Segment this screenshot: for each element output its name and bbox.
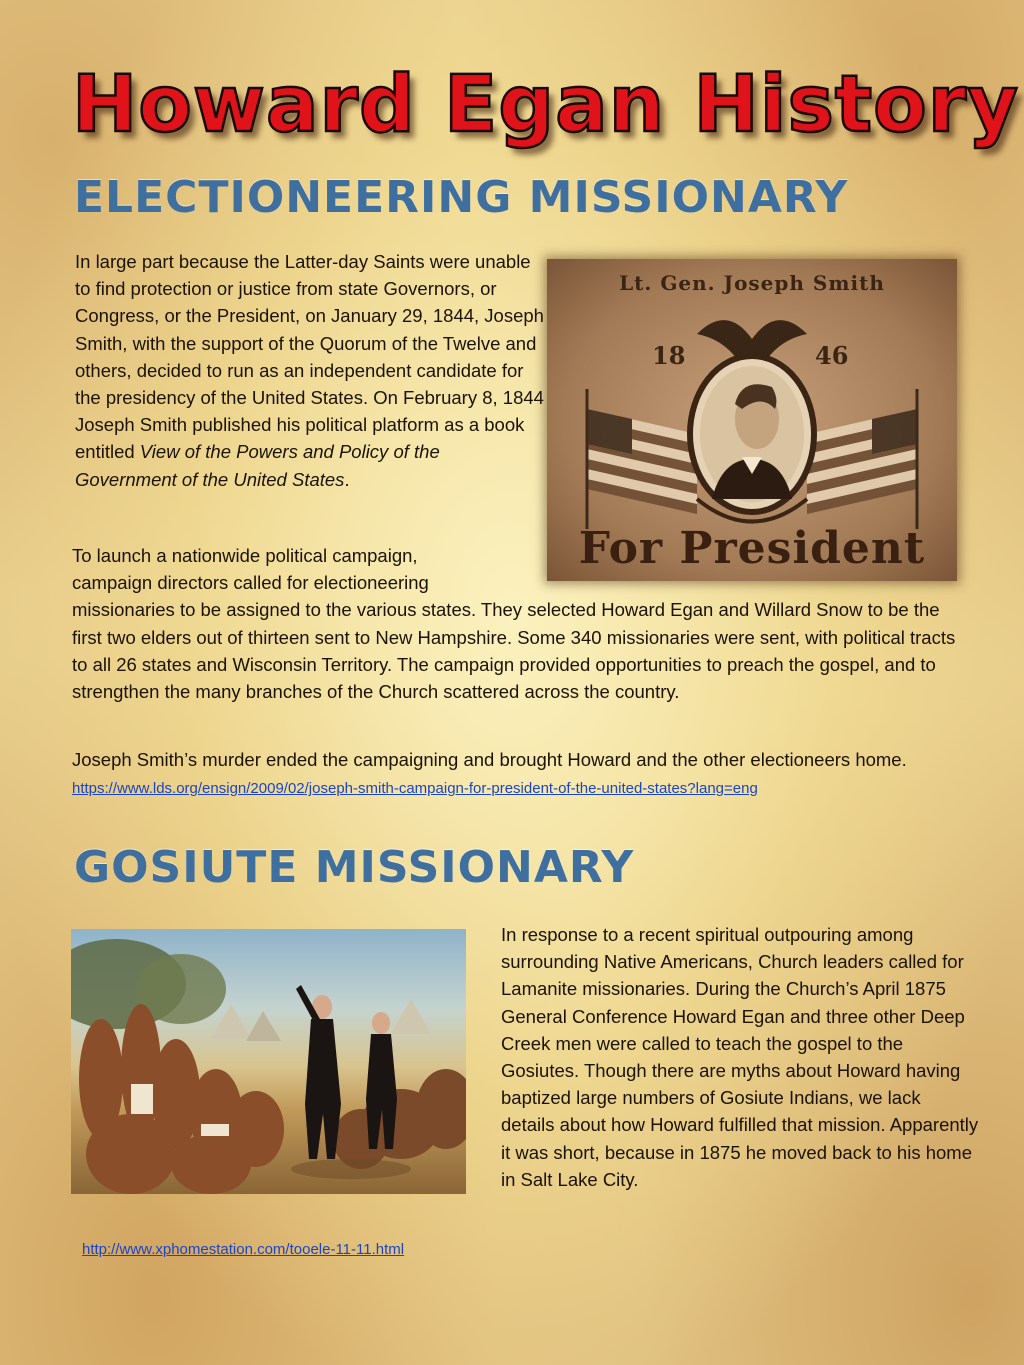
lds-ensign-link[interactable]: https://www.lds.org/ensign/2009/02/joseph-smith-campaign-for-president-of-the-united-states?lang=eng <box>72 780 758 798</box>
p1-end: . <box>344 468 350 490</box>
xphomestation-link[interactable]: http://www.xphomestation.com/tooele-11-11.html <box>82 1241 405 1258</box>
campaign-poster-image <box>547 259 957 581</box>
poster-year-left: 18 <box>652 341 686 370</box>
electioneering-paragraph-1 <box>75 248 545 493</box>
poster-year-right: 46 <box>815 341 849 370</box>
heading-gosiute-missionary: GOSIUTE MISSIONARY <box>74 842 635 893</box>
gosiute-paragraph: In response to a recent spiritual outpouring among surrounding Native Americans, Church leaders called for Lamanite missionaries. During the Church’s April 1875 General Conference Howard Egan and three other Deep Creek men were called to teach the gospel to the Gosiutes. Though there are myths about Howard having baptized large numbers of Gosiute Indians, we lack details about how Howard fulfilled that mission. Apparently it was short, because in 1875 he moved back to his home in Salt Lake City. <box>501 924 979 1190</box>
p2-text: To launch a nationwide political campaign, campaign directors called for electioneering missionaries to be assigned to the various states. They selected Howard Egan and Willard Snow to be the first two elders out of thirteen sent to New Hampshire. Some 340 missionaries were sent, with political tracts to all 26 states and Wisconsin Territory. The campaign provided opportunities to preach the gospel, and to strengthen the many branches of the Church scattered across the country. <box>72 545 956 703</box>
book-title: View of the Powers and Policy of the Government of the United States <box>75 441 440 490</box>
p2-float-spacer <box>482 542 972 596</box>
electioneering-paragraph-3 <box>72 746 992 802</box>
p1-text: In large part because the Latter-day Saints were unable to find protection or justice from state Governors, or Congress, or the President, on January 29, 1844, Joseph Smith, with the support of the Quorum of the Twelve and others, decided to run as an independent candidate for the presidency of the United States. On February 8, 1844 Joseph Smith published his political platform as a book entitled <box>75 251 544 463</box>
p3-text: Joseph Smith’s murder ended the campaigning and brought Howard and the other electioneers home. <box>72 749 907 770</box>
page-title: Howard Egan History <box>72 60 1020 150</box>
poster-top-text: Lt. Gen. Joseph Smith <box>619 271 885 295</box>
electioneering-paragraph-2 <box>72 542 972 705</box>
missionary-painting-image <box>71 929 466 1194</box>
poster-bottom-text: For President <box>578 523 926 574</box>
heading-electioneering-missionary: ELECTIONEERING MISSIONARY <box>74 172 849 223</box>
painting-illustration <box>71 929 466 1194</box>
